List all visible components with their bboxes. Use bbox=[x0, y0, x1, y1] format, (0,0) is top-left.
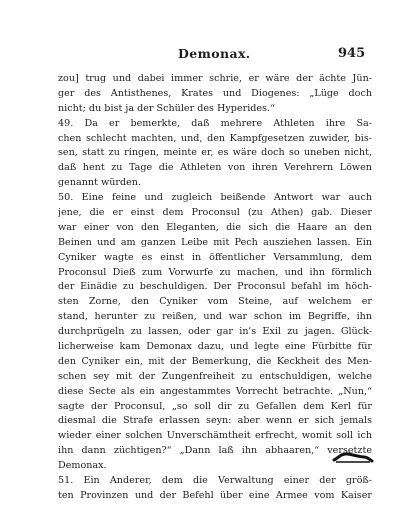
text-line: war einer von den Eleganten, die sich die Haare an den bbox=[58, 221, 372, 233]
running-head bbox=[0, 46, 402, 64]
text-line: sagte der Proconsul, „so soll dir zu Gefallen dem Kerl für bbox=[58, 400, 372, 412]
text-line: den Cyniker ein, mit der Bemerkung, die Keckheit des Men- bbox=[58, 355, 372, 367]
text-line: licherweise kam Demonax dazu, und legte eine Fürbitte für bbox=[58, 341, 372, 353]
text-line: daß hent zu Tage die Athleten von ihren Verehrern Löwen bbox=[58, 162, 372, 174]
text-line: zou] trug und dabei immer schrie, er wäre der ächte Jün- bbox=[58, 73, 372, 84]
body-text bbox=[58, 72, 372, 504]
text-line: ihn dann züchtigen?“ „Dann laß ihn abhaaren,“ versetzte bbox=[58, 445, 372, 457]
text-line: Beinen und am ganzen Leibe mit Pech ausziehen lassen. Ein bbox=[58, 236, 372, 248]
text-line: stand, herunter zu reißen, und war schon im Begriffe, ihn bbox=[58, 311, 372, 323]
text-line: jene, die er einst dem Proconsul (zu Athen) gab. Dieser bbox=[58, 207, 372, 219]
text-line: der Einädie zu beschuldigen. Der Proconsul befahl im höch- bbox=[58, 281, 372, 293]
text-line: durchprügeln zu lassen, oder gar in's Exil zu jagen. Glück- bbox=[58, 326, 372, 338]
text-line: ten Provinzen und der Befehl über eine Armee vom Kaiser bbox=[58, 489, 372, 501]
text-line: genannt würden. bbox=[58, 177, 142, 189]
text-line: schen sey mit der Zungenfreiheit zu entschuldigen, welche bbox=[58, 370, 372, 382]
text-line: chen schlecht machten, und, den Kampfgesetzen zuwider, bis- bbox=[58, 132, 372, 144]
text-line: Demonax. bbox=[58, 460, 107, 472]
text-line: 51. Ein Anderer, dem die Verwaltung einer der größ- bbox=[58, 475, 372, 487]
text-line: wieder einer solchen Unverschämtheit erfrecht, womit soll ich bbox=[58, 430, 372, 442]
running-title: Demonax. bbox=[178, 46, 251, 61]
text-line: diese Secte als ein angestammtes Vorrecht betrachte. „Nun,“ bbox=[58, 385, 372, 397]
text-line: 49. Da er bemerkte, daß mehrere Athleten ihre Sa- bbox=[58, 117, 372, 129]
text-line: nicht; du bist ja der Schüler des Hyperides.“ bbox=[58, 102, 275, 114]
text-line: diesmal die Strafe erlassen seyn: aber wenn er sich jemals bbox=[58, 415, 372, 427]
text-line: Cyniker wagte es einst in öffentlicher Versammlung, dem bbox=[58, 251, 372, 263]
text-line: 50. Eine feine und zugleich beißende Antwort war auch bbox=[58, 192, 372, 204]
text-line: ger des Antisthenes, Krates und Diogenes: „Lüge doch bbox=[58, 87, 372, 99]
text-line: sen, statt zu ringen, meinte er, es wäre doch so uneben nicht, bbox=[58, 147, 372, 159]
text-line: sten Zorne, den Cyniker vom Steine, auf welchem er bbox=[58, 296, 372, 308]
page-number: 945 bbox=[338, 46, 366, 61]
text-line: Proconsul Dieß zum Vorwurfe zu machen, und ihn förmlich bbox=[58, 266, 372, 278]
signature-mark-icon bbox=[330, 448, 374, 466]
